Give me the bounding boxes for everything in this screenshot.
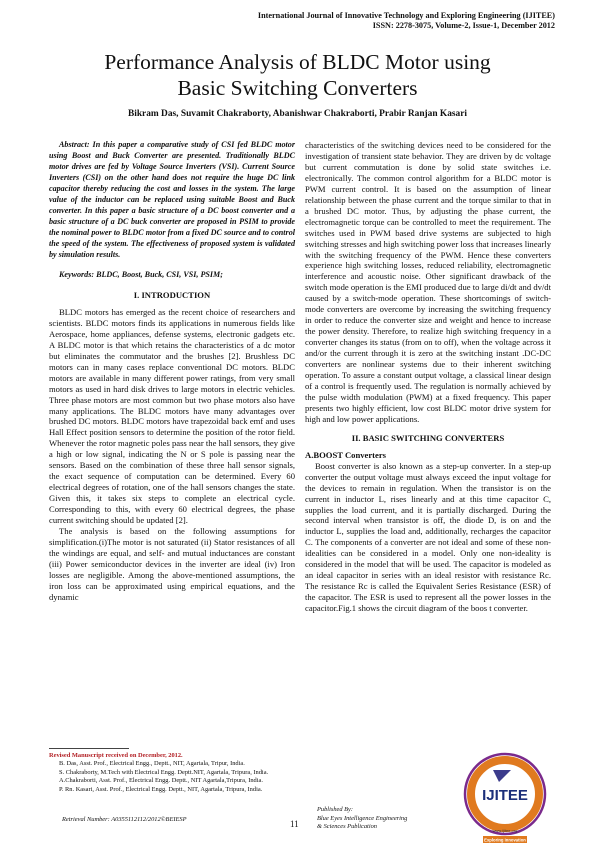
- author-note-1: B. Das, Asst. Prof., Electrical Engg., Deptt., NIT, Agartala, Tripur, India.: [59, 760, 245, 768]
- author-note-3: A.Chakraborti, Asst. Prof., Electrical Engg. Deptt., NIT Agartala,Tripura, India.: [59, 777, 263, 785]
- published-by: Published By:: [317, 806, 354, 813]
- journal-name: International Journal of Innovative Technology and Exploring Engineering (IJITEE): [257, 11, 555, 20]
- logo-text: IJITEE: [482, 787, 528, 804]
- section-heading-converters: II. BASIC SWITCHING CONVERTERS: [351, 432, 505, 443]
- section-heading-introduction: I. INTRODUCTION: [133, 290, 211, 300]
- abstract: [49, 140, 295, 260]
- issn-line: ISSN: 2278-3075, Volume-2, Issue-1, December 2012: [372, 21, 555, 30]
- intro-paragraph-1: BLDC motors has emerged as the recent choice of researchers and scientists. BLDC motors finds its applications in numerous fields like Aerospace, home appliances, defense systems, electronic gadgets etc. A BLDC motor is that which retains the characteristics of a dc motor but eliminates the commutator and the brushes [2]. Brushless DC motors can in many cases replace conventional DC motors. BLDC motors are available in many different power ratings, from very small motors as used in hard disk drives to large motors in electric vehicles. Three phase motors are most common but two phase motors also have many applications. The BLDC motors have many advantages over brushed DC motors. BLDC motors have trapezoidal back emf and uses Hall Effect position sensors to determine the position of the rotor field. Whenever the rotor magnetic poles pass near the hall sensors, they give a high or low signal, indicating the N or S pole is passing near the sensors. Based on the combination of these three hall sensor signals, the exact sequence of computation can be determined. Every 60 electrical degrees of rotation, one of the hall sensors changes the state. Given this, it takes six steps to complete an electrical cycle. Corresponding to this, with every 60 electrical degrees, the phase current switching should be updated [2].: [49, 306, 295, 526]
- keywords: Keywords: BLDC, Boost, Buck, CSI, VSI, PSIM;: [59, 270, 223, 279]
- footnote-divider: [49, 748, 129, 749]
- author-note-2: S. Chakraborty, M.Tech with Electrical Engg. Deptt.NIT, Agartala, Tripura, India.: [59, 768, 269, 776]
- intro-paragraph-2: The analysis is based on the following assumptions for simplification.(i)The motor is not saturated (ii) Stator resistances of all the windings are equal, and self- and mutual inductances are constant (iii) Power semiconductor devices in the inverter are ideal (iv) Iron losses are negligible. Among the above-mentioned assumptions, the iron loss can be approximated using empirical equations, and the dynamic: [49, 526, 295, 602]
- publisher-block: [317, 806, 407, 832]
- abstract-text: : In this paper a comparative study of CSI fed BLDC motor using Boost and Buck Converter are presented. Traditionally BLDC motor drives are fed by Voltage Source Inverters (VSI). Current Source Inverters (CSI) on the other hand does not require the huge DC link capacitor thereby reducing the cost and losses in the system. The large value of the inductor can be replaced using suitable Boost and Buck converter. In this paper a basic structure of a DC boost converter and a basic structure of a DC buck converter are proposed in PSIM to provide the nominal power to BLDC motor from a fixed DC source and to control the speed of the system. The effectiveness of proposed system is validated by simulation results.: [49, 140, 295, 259]
- journal-header: [258, 11, 555, 31]
- title-line-2: Basic Switching Converters: [177, 76, 418, 100]
- logo-graphic: [455, 748, 555, 844]
- author-notes: [49, 752, 295, 794]
- title-line-1: Performance Analysis of BLDC Motor using: [104, 50, 491, 74]
- intro-section: [49, 290, 295, 603]
- subsection-heading-boost: A.BOOST Converters: [305, 449, 387, 460]
- revised-note: Revised Manuscript received on December, 2012.: [49, 752, 183, 759]
- publisher-line-1: Blue Eyes Intelligence Engineering: [317, 814, 408, 822]
- right-paragraph-1: characteristics of the switching devices need to be considered for the investigation of transient state behavior. They are driven by dc voltage but current commutation is done by solid state switches i.e. electronically. The common control algorithm for a BLDC motor is PWM current control. It is based on the assumption of linear relationship between the phase current and the torque similar to that in a brushed DC motor. Thus, by adjusting the phase current, the electromagnetic torque can be controlled to meet the requirement. The switches used in PWM based drive systems are subjected to high switching stresses and high switching power loss that increases linearly with the switching frequency of the PWM. Hence these converters experience high switching losses, reduced reliability, electromagnetic interference and acoustic noise. Other significant drawback of the switch mode operation is the EMI produced due to large di/dt and dv/dt caused by a switch-mode operation. These shortcomings of switch-mode converters are overcome by increasing the switching frequency in order to reduce the converter size and weight and hence to increase the power density. Therefore, to realize high switching frequency in a converter changes its status (from on to off), when the voltage across it and/or the current through it is zero at the switching instant .DC-DC converters are nonlinear systems due to their inherent switching operation. To assure a constant output voltage, a classical linear design of a control is frequently used. The regulation is normally achieved by the pulse width modulation (PWM) at a fixed frequency. This paper presents two highly efficient, low cost BLDC motor drive system for high and low power applications.: [305, 140, 551, 424]
- page-number: 11: [290, 819, 299, 829]
- publisher-line-2: & Sciences Publication: [317, 823, 377, 831]
- logo-tagline: Exploring Innovation: [484, 837, 526, 843]
- author-note-4: P. Rn. Kasari, Asst. Prof., Electrical Engg. Deptt., NIT, Agartala, Tripura, India.: [59, 785, 263, 793]
- paper-title: [40, 49, 555, 101]
- author-list: Bikram Das, Suvamit Chakraborty, Abanishwar Chakraborti, Prabir Ranjan Kasari: [127, 109, 467, 119]
- logo-url: www.ijitee.org: [492, 828, 518, 833]
- right-column: [305, 140, 551, 614]
- retrieval-number: Retrieval Number: A0355112112/2012©BEIESP: [62, 816, 187, 823]
- abstract-label: Abstract: [59, 140, 87, 149]
- boost-paragraph: Boost converter is also known as a step-up converter. In a step-up converter the output voltage must always exceed the input voltage for the devices to remain in regulation. When the transistor is on the current in inductor L, rises linearly and at this time capacitor C, supplies the load current, and it is partially discharged. During the second interval when transistor is off, the diode D, is on and the inductor L, supplies the load and, additionally, recharges the capacitor C. The components of a converter are not ideal and some of these non-idealities can be considered in a model. Only one non-ideality is considered in the model that will be used. The capacitor is modeled as an ideal capacitor in series with an ideal resistor with resistance Rc. The resistance Rc is called the Equivalent Series Resistance (ESR) of the capacitor. The ESR is used to represent all the power losses in the capacitor.Fig.1 shows the circuit diagram of the boos t converter.: [305, 460, 551, 614]
- ijitee-logo: [455, 748, 555, 844]
